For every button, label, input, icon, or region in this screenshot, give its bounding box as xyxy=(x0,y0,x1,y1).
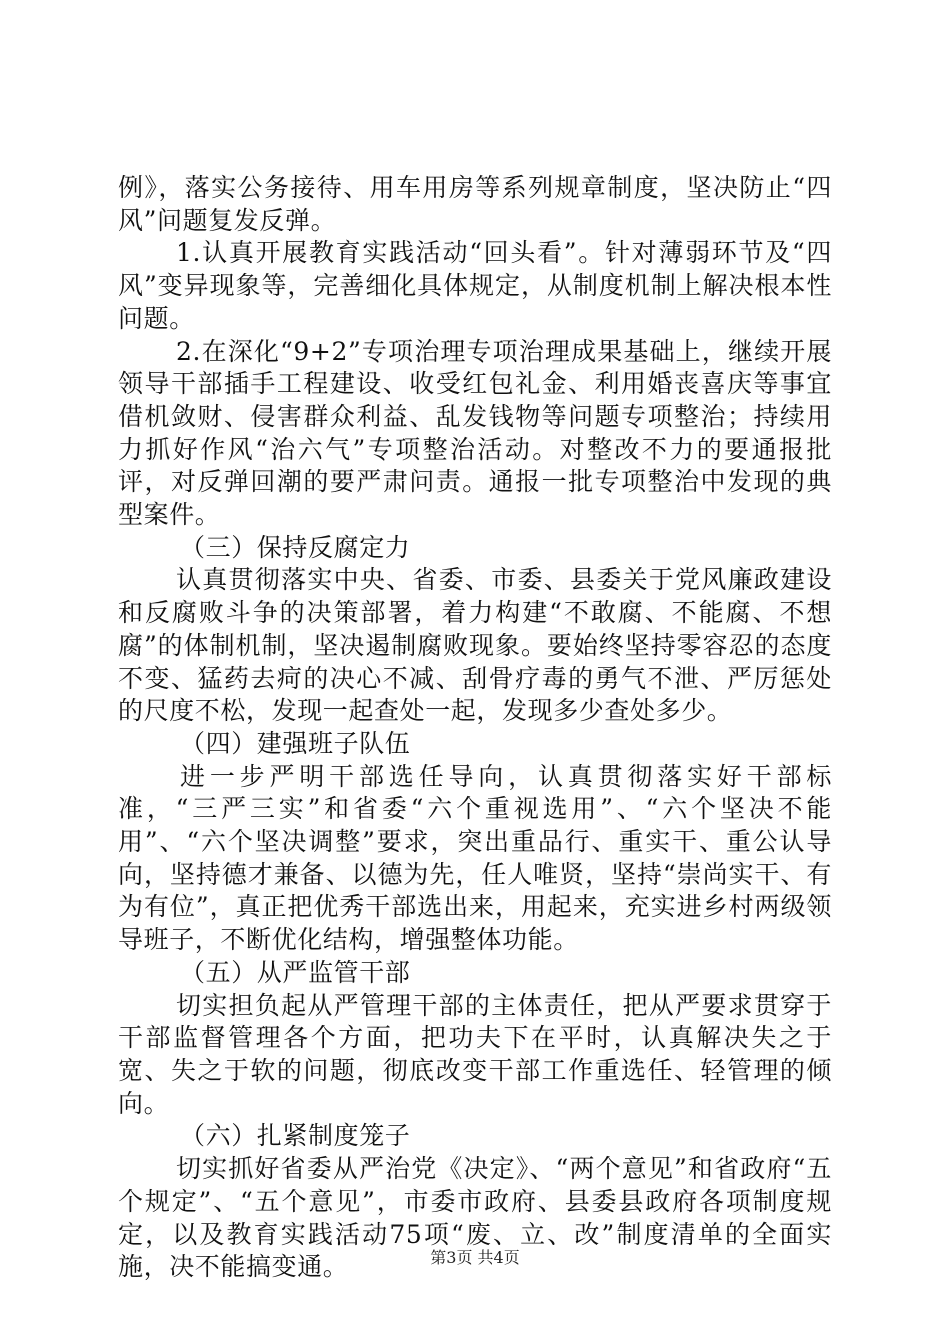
paragraph-continuation: 例》，落实公务接待、用车用房等系列规章制度，坚决防止“四风”问题复发反弹。 xyxy=(118,173,832,235)
section-heading-5: （五）从严监管干部 xyxy=(180,957,411,987)
paragraph-section-3: 认真贯彻落实中央、省委、市委、县委关于党风廉政建设和反腐败斗争的决策部署，着力构建“不敢腐、不能腐、不想腐”的体制机制，坚决遏制腐败现象。要始终坚持零容忍的态度不变、猛药去疴的决心不减、刮骨疗毒的勇气不泄、严厉惩处的尺度不松，发现一起查处一起，发现多少查处多少。 xyxy=(118,565,832,726)
paragraph-section-5: 切实担负起从严管理干部的主体责任，把从严要求贯穿于干部监督管理各个方面，把功夫下在平时，认真解决失之于宽、失之于软的问题，彻底改变干部工作重选任、轻管理的倾向。 xyxy=(118,990,832,1118)
paragraph-section-6: 切实抓好省委从严治党《决定》、“两个意见”和省政府“五个规定”、“五个意见”，市委市政府、县委县政府各项制度规定，以及教育实践活动75项“废、立、改”制度清单的全面实施，决不能搞变通。 xyxy=(118,1154,832,1282)
paragraph-item-1: 1.认真开展教育实践活动“回头看”。针对薄弱环节及“四风”变异现象等，完善细化具体规定，从制度机制上解决根本性问题。 xyxy=(118,238,832,333)
paragraph-item-2: 2.在深化“9+2”专项治理专项治理成果基础上，继续开展领导干部插手工程建设、收受红包礼金、利用婚丧喜庆等事宜借机敛财、侵害群众利益、乱发钱物等问题专项整治；持续用力抓好作风“治六气”专项整治活动。对整改不力的要通报批评，对反弹回潮的要严肃问责。通报一批专项整治中发现的典型案件。 xyxy=(118,336,832,530)
section-heading-4: （四）建强班子队伍 xyxy=(180,728,411,758)
document-body xyxy=(118,172,832,1284)
page-footer: 第3页 共4页 xyxy=(430,1248,520,1267)
section-heading-3: （三）保持反腐定力 xyxy=(180,532,411,562)
section-heading-6: （六）扎紧制度笼子 xyxy=(180,1121,411,1151)
paragraph-section-4: 进一步严明干部选任导向，认真贯彻落实好干部标准，“三严三实”和省委“六个重视选用”、“六个坚决不能用”、“六个坚决调整”要求，突出重品行、重实干、重公认导向，坚持德才兼备、以德为先，任人唯贤，坚持“崇尚实干、有为有位”，真正把优秀干部选出来，用起来，充实进乡村两级领导班子，不断优化结构，增强整体功能。 xyxy=(118,761,832,955)
